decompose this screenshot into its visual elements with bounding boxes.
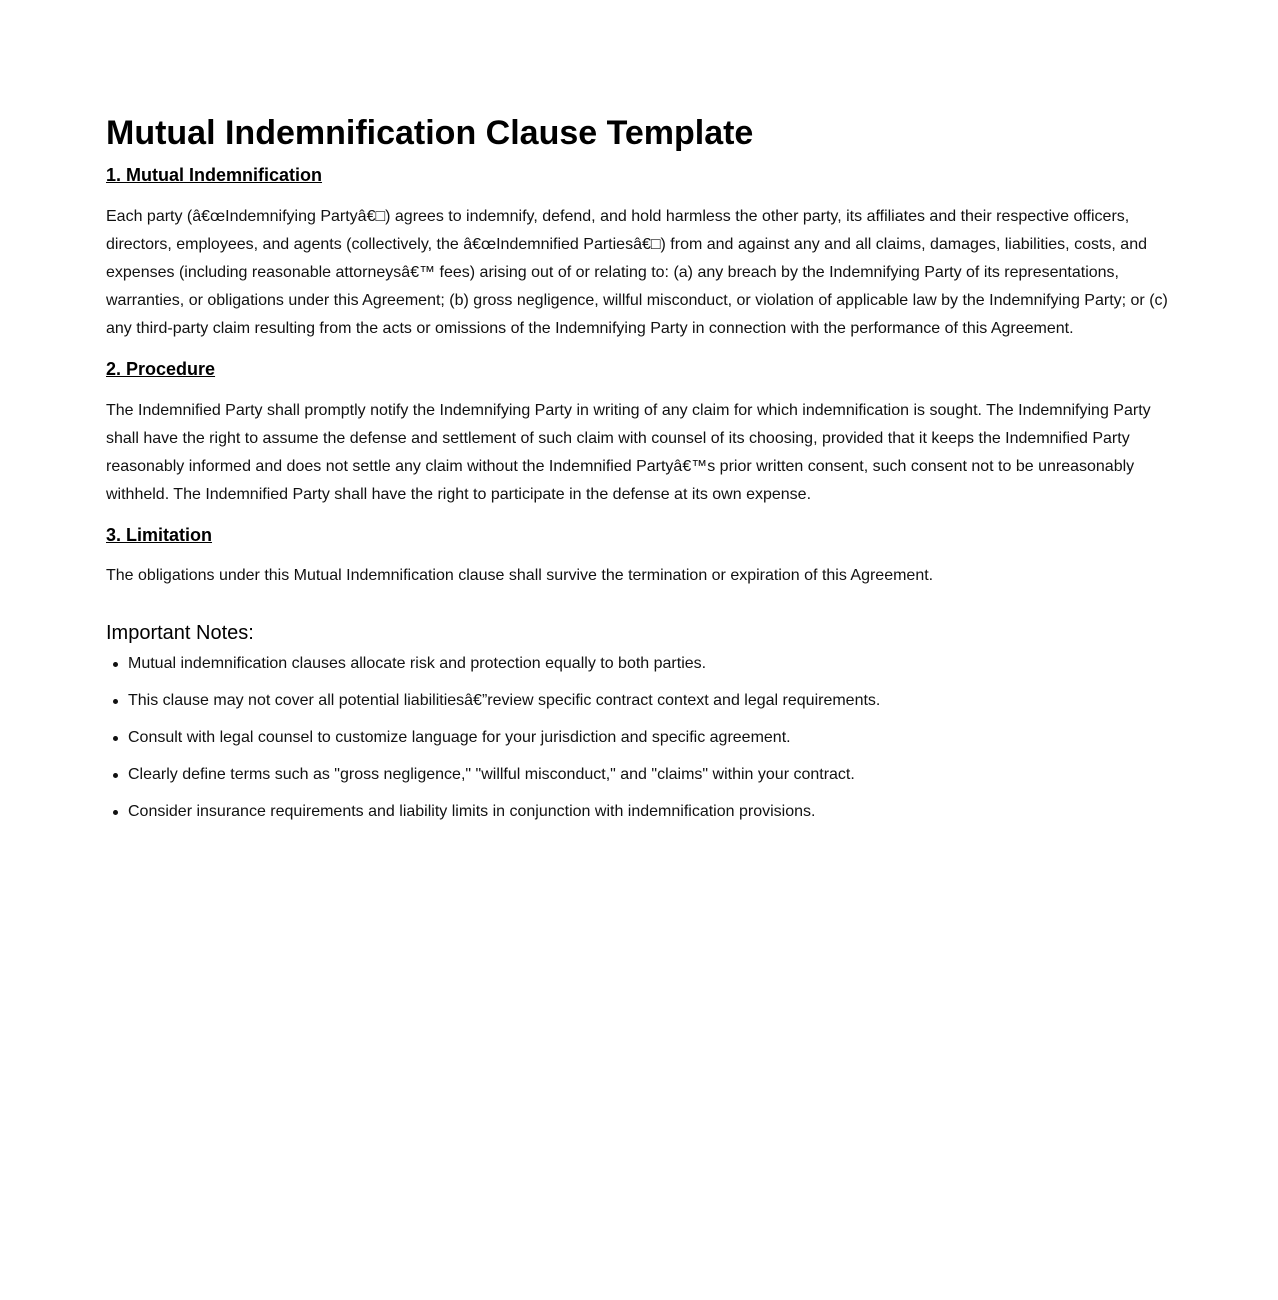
list-item-text: This clause may not cover all potential liabilitiesâ€”review specific contract context and legal requirements. xyxy=(128,692,881,709)
section-body-limitation: The obligations under this Mutual Indemnification clause shall survive the termination or expiration of this Agreement. xyxy=(106,567,934,584)
list-item xyxy=(106,690,1178,712)
list-item xyxy=(106,727,1178,749)
bullet-icon xyxy=(113,699,118,704)
list-item-text: Mutual indemnification clauses allocate risk and protection equally to both parties. xyxy=(128,655,707,672)
list-item xyxy=(106,653,1178,675)
bullet-icon xyxy=(113,810,118,815)
section-body-procedure: The Indemnified Party shall promptly notify the Indemnifying Party in writing of any claim for which indemnification is sought. The Indemnifying Party shall have the right to assume the defense and settlement of such claim with counsel of its choosing, provided that it keeps the Indemnified Party reasonably informed and does not settle any claim without the Indemnified Partyâ€™s prior written consent, such consent not to be unreasonably withheld. The Indemnified Party shall have the right to participate in the defense at its own expense. xyxy=(106,402,1151,503)
notes-list xyxy=(106,653,1178,823)
list-item xyxy=(106,801,1178,823)
list-item-text: Consult with legal counsel to customize language for your jurisdiction and specific agreement. xyxy=(128,729,791,746)
list-item xyxy=(106,764,1178,786)
notes-title: Important Notes: xyxy=(106,622,254,644)
section-body-mutual-indemnification: Each party (â€œIndemnifying Partyâ€□) agrees to indemnify, defend, and hold harmless the other party, its affiliates and their respective officers, directors, employees, and agents (collectively, the â€œIndemnified Partiesâ€□) from and against any and all claims, damages, liabilities, costs, and expenses (including reasonable attorneysâ€™ fees) arising out of or relating to: (a) any breach by the Indemnifying Party of its representations, warranties, or obligations under this Agreement; (b) gross negligence, willful misconduct, or violation of applicable law by the Indemnifying Party; or (c) any third-party claim resulting from the acts or omissions of the Indemnifying Party in connection with the performance of this Agreement. xyxy=(106,208,1168,337)
list-item-text: Clearly define terms such as "gross negligence," "willful misconduct," and "claims" within your contract. xyxy=(128,766,855,783)
list-item-text: Consider insurance requirements and liability limits in conjunction with indemnification provisions. xyxy=(128,803,816,820)
section-heading-procedure: 2. Procedure xyxy=(106,359,216,379)
document-title: Mutual Indemnification Clause Template xyxy=(106,114,754,152)
section-heading-mutual-indemnification: 1. Mutual Indemnification xyxy=(106,165,323,185)
bullet-icon xyxy=(113,736,118,741)
bullet-icon xyxy=(113,662,118,667)
document xyxy=(106,111,1178,838)
bullet-icon xyxy=(113,773,118,778)
section-heading-limitation: 3. Limitation xyxy=(106,525,213,545)
